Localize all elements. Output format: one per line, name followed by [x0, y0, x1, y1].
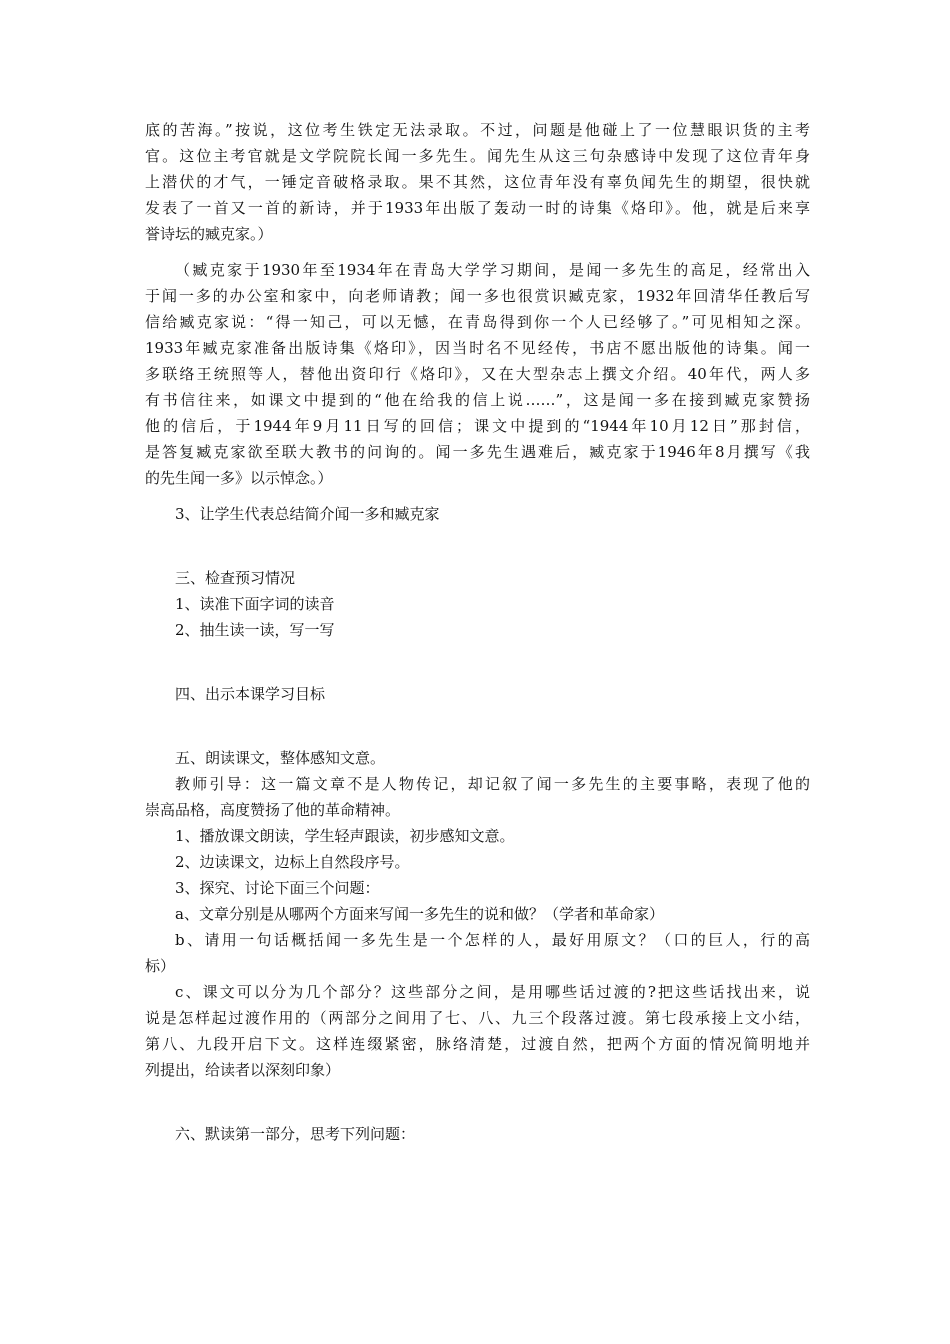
text-line: 教师引导：这一篇文章不是人物传记，却记叙了闻一多先生的主要事略，表现了他的 — [175, 775, 810, 793]
document-body — [145, 117, 810, 1147]
section-5-item-3: 3、探究、讨论下面三个问题： — [175, 879, 380, 897]
text-line: 的先生闻一多》以示悼念。） — [145, 469, 333, 487]
text-line: b、请用一句话概括闻一多先生是一个怎样的人，最好用原文？（口的巨人，行的高 — [175, 931, 810, 949]
question-b — [145, 927, 810, 979]
text-line: 列提出，给读者以深刻印象） — [145, 1061, 341, 1079]
paragraph-zang-kejia-story — [145, 117, 810, 247]
section-6-heading: 六、默读第一部分，思考下列问题： — [175, 1125, 416, 1143]
section-3-item-2: 2、抽生读一读，写一写 — [175, 621, 335, 639]
paragraph-teacher-guide — [145, 771, 810, 823]
question-a: a、文章分别是从哪两个方面来写闻一多先生的说和做？（学者和革命家） — [175, 905, 664, 923]
text-line: 有书信往来，如课文中提到的“他在给我的信上说……”，这是闻一多在接到臧克家赞扬 — [145, 391, 810, 409]
section-5-heading: 五、朗读课文，整体感知文意。 — [175, 749, 386, 767]
text-line: 1933年臧克家准备出版诗集《烙印》，因当时名不见经传，书店不愿出版他的诗集。闻一 — [145, 339, 810, 357]
text-line: 上潜伏的才气，一锤定音破格录取。果不其然，这位青年没有辜负闻先生的期望，很快就 — [145, 173, 810, 191]
text-line: 是答复臧克家欲至联大教书的问询的。闻一多先生遇难后，臧克家于1946年8月撰写《我 — [145, 443, 810, 461]
text-line: 官。这位主考官就是文学院院长闻一多先生。闻先生从这三句杂感诗中发现了这位青年身 — [145, 147, 810, 165]
text-line: 誉诗坛的臧克家。） — [145, 225, 273, 243]
text-line: （臧克家于1930年至1934年在青岛大学学习期间，是闻一多先生的高足，经常出入 — [175, 261, 810, 279]
section-5-item-1: 1、播放课文朗读，学生轻声跟读，初步感知文意。 — [175, 827, 515, 845]
paragraph-zang-wen-relationship — [145, 257, 810, 491]
text-line: 信给臧克家说：“得一知己，可以无憾，在青岛得到你一个人已经够了。”可见相知之深。 — [145, 313, 810, 331]
question-c — [145, 979, 810, 1083]
section-3-heading: 三、检查预习情况 — [175, 569, 296, 587]
text-line: 说是怎样起过渡作用的（两部分之间用了七、八、九三个段落过渡。第七段承接上文小结， — [145, 1009, 810, 1027]
text-line: 发表了一首又一首的新诗，并于1933年出版了轰动一时的诗集《烙印》。他，就是后来享 — [145, 199, 810, 217]
text-line: 他的信后，于1944年9月11日写的回信；课文中提到的“1944年10月12日”那封信， — [145, 417, 810, 435]
text-line: 底的苦海。”按说，这位考生铁定无法录取。不过，问题是他碰上了一位慧眼识货的主考 — [145, 121, 810, 139]
section-4-heading: 四、出示本课学习目标 — [175, 685, 326, 703]
item-summary: 3、让学生代表总结简介闻一多和臧克家 — [175, 505, 440, 523]
text-line: 崇高品格，高度赞扬了他的革命精神。 — [145, 801, 401, 819]
section-3-item-1: 1、读准下面字词的读音 — [175, 595, 335, 613]
text-line: 标） — [145, 957, 176, 975]
text-line: c、课文可以分为几个部分？这些部分之间，是用哪些话过渡的?把这些话找出来，说 — [175, 983, 810, 1001]
text-line: 多联络王统照等人，替他出资印行《烙印》，又在大型杂志上撰文介绍。40年代，两人多 — [145, 365, 810, 383]
text-line: 第八、九段开启下文。这样连缀紧密，脉络清楚，过渡自然，把两个方面的情况简明地并 — [145, 1035, 810, 1053]
section-5-item-2: 2、边读课文，边标上自然段序号。 — [175, 853, 410, 871]
text-line: 于闻一多的办公室和家中，向老师请教；闻一多也很赏识臧克家，1932年回清华任教后写 — [145, 287, 810, 305]
